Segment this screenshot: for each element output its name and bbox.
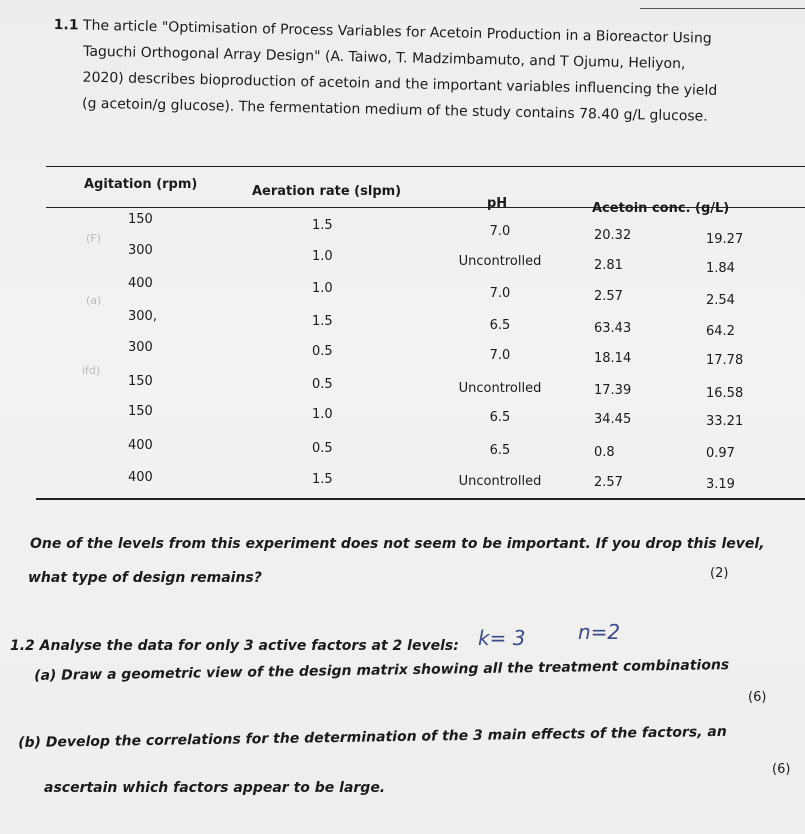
faint-mark: (F) (86, 232, 101, 245)
table-bottom-rule (36, 498, 805, 500)
table-cell-agitation: 400 (128, 438, 153, 453)
table-cell-ph: 7.0 (489, 348, 511, 363)
table-cell-agitation: 150 (128, 212, 153, 227)
table-cell-ph: Uncontrolled (458, 474, 542, 489)
faint-mark: (a) (86, 294, 102, 307)
faint-mark: ifd) (82, 364, 101, 377)
table-cell-aeration: 1.5 (312, 472, 333, 487)
part-a-marks: (6) (748, 690, 767, 705)
part-a-text: (a) Draw a geometric view of the design matrix showing all the treatment combinations (34, 657, 730, 684)
table-cell-ph: 7.0 (489, 286, 511, 301)
table-cell-agitation: 300 (128, 340, 153, 355)
part-b-text-2: ascertain which factors appear to be large. (44, 780, 386, 796)
table-cell-agitation: 150 (128, 404, 153, 419)
subquestion-marks: (2) (710, 566, 729, 581)
table-cell-acetoin-2: 33.21 (706, 414, 744, 429)
table-cell-acetoin-1: 18.14 (594, 351, 632, 366)
question-number: 1.1 (53, 16, 79, 34)
table-cell-agitation: 400 (128, 470, 153, 485)
table-cell-aeration: 1.0 (312, 407, 333, 422)
table-cell-agitation: 300, (128, 309, 157, 324)
table-cell-acetoin-2: 2.54 (706, 293, 735, 308)
header-aeration: Aeration rate (slpm) (252, 184, 402, 199)
table-cell-acetoin-1: 2.57 (594, 475, 623, 490)
question-line-3: 2020) describes bioproduction of acetoin and the important variables influencing the yield (82, 69, 718, 99)
table-cell-acetoin-2: 19.27 (706, 232, 744, 247)
table-cell-aeration: 1.5 (312, 218, 333, 233)
table-cell-acetoin-2: 16.58 (706, 386, 744, 401)
table-cell-aeration: 1.5 (312, 314, 333, 329)
table-cell-ph: Uncontrolled (458, 254, 542, 269)
table-cell-acetoin-1: 63.43 (594, 321, 632, 336)
table-cell-acetoin-2: 0.97 (706, 446, 735, 461)
table-top-rule (46, 166, 805, 167)
table-cell-ph: 6.5 (489, 318, 511, 333)
top-divider (640, 8, 805, 9)
subquestion-line-1: One of the levels from this experiment does not seem to be important. If you drop this level, (30, 536, 765, 552)
subquestion-line-2: what type of design remains? (28, 570, 262, 586)
table-cell-agitation: 150 (128, 374, 153, 389)
table-cell-acetoin-2: 17.78 (706, 353, 744, 368)
table-cell-acetoin-1: 2.57 (594, 289, 623, 304)
table-cell-ph: Uncontrolled (458, 381, 542, 396)
table-cell-acetoin-1: 17.39 (594, 383, 632, 398)
question-1-1 (52, 12, 754, 131)
table-cell-ph: 7.0 (489, 224, 511, 239)
header-acetoin: Acetoin conc. (g/L) (592, 201, 730, 216)
table-cell-agitation: 300 (128, 243, 153, 258)
question-line-1: 1.1 The article "Optimisation of Process Variables for Acetoin Production in a Bioreactor Using (53, 16, 712, 47)
table-cell-acetoin-1: 2.81 (594, 258, 623, 273)
part-b-marks: (6) (772, 762, 791, 777)
handwritten-n: n=2 (578, 620, 621, 644)
question-line-4: (g acetoin/g glucose). The fermentation medium of the study contains 78.40 g/L glucose. (81, 95, 708, 125)
header-ph: pH (487, 196, 508, 211)
table-cell-agitation: 400 (128, 276, 153, 291)
header-agitation: Agitation (rpm) (84, 177, 198, 192)
table-cell-ph: 6.5 (489, 410, 511, 425)
table-cell-ph: 6.5 (489, 443, 511, 458)
question-line-2: Taguchi Orthogonal Array Design" (A. Taiwo, T. Madzimbamuto, and T Ojumu, Heliyon, (83, 43, 686, 73)
table-cell-acetoin-2: 1.84 (706, 261, 735, 276)
table-cell-acetoin-2: 64.2 (706, 324, 735, 339)
table-cell-aeration: 1.0 (312, 281, 333, 296)
table-cell-acetoin-1: 20.32 (594, 228, 632, 243)
question-1-2-title: 1.2 Analyse the data for only 3 active factors at 2 levels: (10, 638, 459, 654)
part-b-text: (b) Develop the correlations for the determination of the 3 main effects of the factors, an (18, 723, 727, 751)
table-cell-aeration: 0.5 (312, 344, 333, 359)
table-cell-aeration: 0.5 (312, 441, 333, 456)
table-cell-aeration: 0.5 (312, 377, 333, 392)
table-cell-acetoin-1: 34.45 (594, 412, 632, 427)
table-cell-acetoin-2: 3.19 (706, 477, 735, 492)
table-cell-acetoin-1: 0.8 (594, 445, 615, 460)
table-cell-aeration: 1.0 (312, 249, 333, 264)
handwritten-k: k= 3 (478, 626, 526, 650)
